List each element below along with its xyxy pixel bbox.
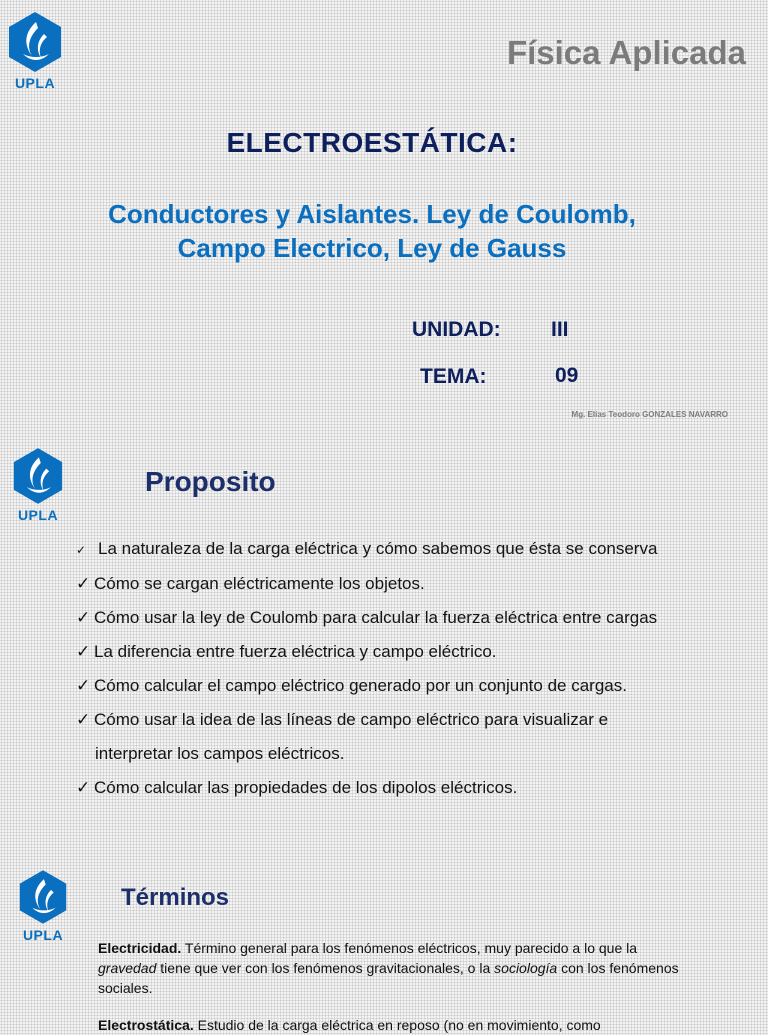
upla-logo bbox=[6, 446, 70, 523]
purpose-list bbox=[76, 532, 756, 805]
topic-label: TEMA: bbox=[420, 365, 487, 388]
section-title: Proposito bbox=[145, 466, 276, 497]
definition-electricity: Electricidad. Término general para los fenómenos eléctricos, muy parecido a lo que la gravedad tiene que ver con los fenómenos gravitacionales, o la sociología con los fenómenos sociales. bbox=[98, 940, 679, 996]
list-item: ✓ Cómo usar la ley de Coulomb para calcular la fuerza eléctrica entre cargas bbox=[76, 601, 756, 635]
unit-value: III bbox=[551, 318, 569, 341]
purpose-slide bbox=[0, 432, 768, 837]
logo-text: UPLA bbox=[22, 927, 64, 943]
check-icon: ✓ bbox=[76, 642, 91, 661]
page-title: ELECTROESTÁTICA: bbox=[226, 127, 518, 158]
check-icon: ✓ bbox=[76, 778, 91, 797]
course-title: Física Aplicada bbox=[506, 34, 746, 71]
logo-text: UPLA bbox=[17, 507, 59, 523]
check-icon: ✓ bbox=[76, 574, 91, 593]
list-item: ✓ Cómo usar la idea de las líneas de campo eléctrico para visualizar e bbox=[76, 703, 756, 737]
unit-label: UNIDAD: bbox=[412, 318, 501, 341]
upla-shield-icon bbox=[12, 446, 64, 506]
definition-electrostatics: Electrostática. Estudio de la carga eléctrica en reposo (no en movimiento, como bbox=[98, 1017, 601, 1033]
list-item-continuation: interpretar los campos eléctricos. bbox=[95, 744, 345, 763]
author: Mg. Elías Teodoro GONZALES NAVARRO bbox=[571, 410, 728, 419]
check-icon: ✓ bbox=[76, 676, 91, 695]
list-item: ✓ Cómo calcular las propiedades de los dipolos eléctricos. bbox=[76, 771, 756, 805]
subtitle-line-1: Conductores y Aislantes. Ley de Coulomb, bbox=[108, 199, 636, 229]
logo-text: UPLA bbox=[14, 75, 56, 91]
upla-shield-icon bbox=[18, 868, 68, 926]
topic-value: 09 bbox=[555, 364, 579, 387]
check-icon: ✓ bbox=[76, 710, 91, 729]
list-item: ✓ La naturaleza de la carga eléctrica y cómo sabemos que ésta se conserva bbox=[76, 532, 756, 567]
check-icon: ✓ bbox=[76, 543, 87, 557]
upla-logo bbox=[3, 10, 67, 91]
terms-slide bbox=[0, 840, 768, 1033]
subtitle-line-2: Campo Electrico, Ley de Gauss bbox=[177, 233, 567, 263]
check-icon: ✓ bbox=[76, 608, 91, 627]
section-title: Términos bbox=[121, 884, 230, 911]
list-item: ✓ Cómo calcular el campo eléctrico generado por un conjunto de cargas. bbox=[76, 669, 756, 703]
title-slide bbox=[0, 0, 768, 430]
list-item: ✓ Cómo se cargan eléctricamente los objetos. bbox=[76, 567, 756, 601]
upla-shield-icon bbox=[7, 10, 63, 74]
subtitle bbox=[0, 197, 744, 265]
upla-logo bbox=[11, 868, 75, 943]
list-item: ✓ La diferencia entre fuerza eléctrica y campo eléctrico. bbox=[76, 635, 756, 669]
